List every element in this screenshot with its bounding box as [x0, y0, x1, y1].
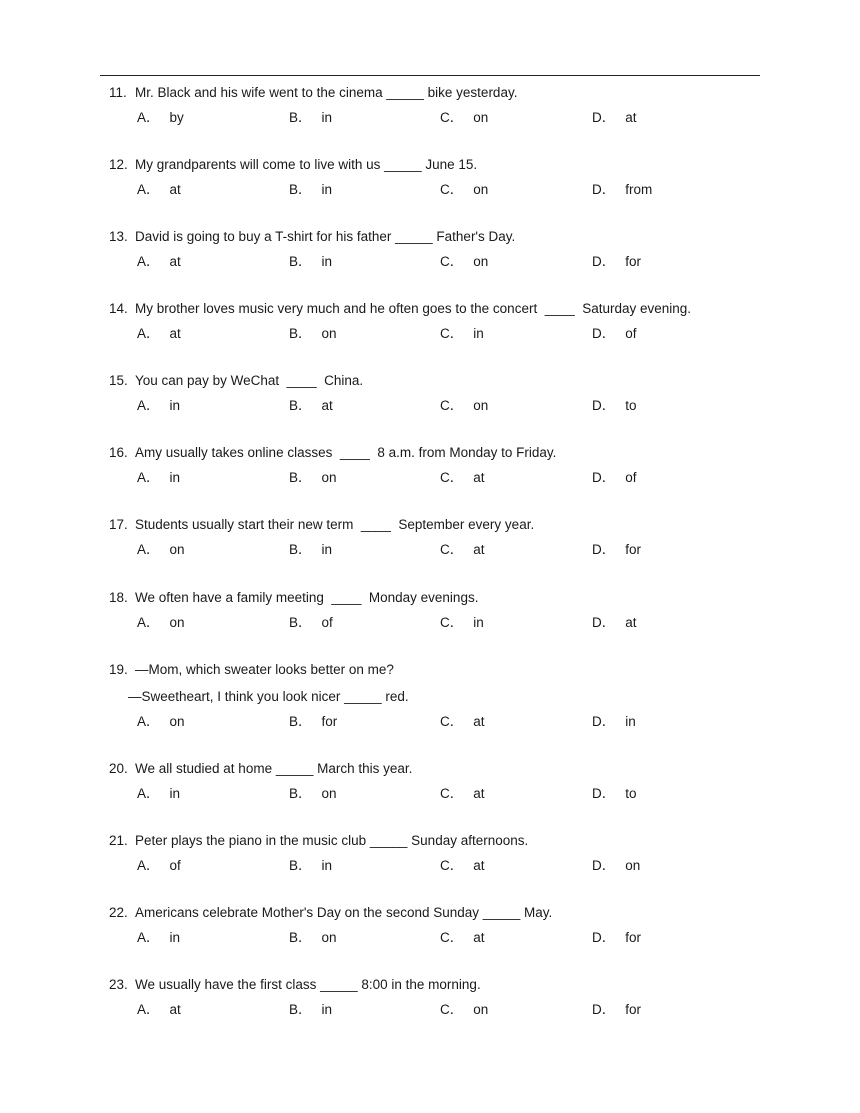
answer-option[interactable]	[137, 542, 185, 558]
option-letter: A．	[137, 542, 160, 557]
answer-option[interactable]	[592, 182, 652, 198]
question-stem	[109, 301, 691, 317]
option-text: for	[625, 930, 642, 945]
option-text: in	[473, 615, 484, 630]
answer-option[interactable]	[440, 398, 488, 414]
option-text: in	[169, 930, 181, 945]
answer-option[interactable]	[289, 1002, 332, 1018]
answer-option[interactable]	[137, 398, 180, 414]
option-letter: A．	[137, 930, 160, 945]
option-text: in	[321, 858, 333, 873]
question-stem	[109, 761, 412, 777]
option-text: on	[169, 542, 185, 557]
option-letter: B．	[289, 182, 312, 197]
question-text: We usually have the first class _____ 8:00 in the morning.	[135, 977, 481, 992]
question-text: Students usually start their new term ____ September every year.	[135, 517, 535, 532]
option-letter: C．	[440, 470, 464, 485]
option-text: of	[169, 858, 181, 873]
question-stem	[109, 157, 477, 173]
answer-option[interactable]	[440, 858, 485, 874]
option-text: at	[321, 398, 333, 413]
answer-option[interactable]	[289, 714, 337, 730]
question-text: Amy usually takes online classes ____ 8 a.m. from Monday to Friday.	[135, 445, 557, 460]
option-text: of	[625, 326, 637, 341]
answer-option[interactable]	[137, 326, 181, 342]
answer-option[interactable]	[137, 615, 185, 631]
option-letter: C．	[440, 182, 464, 197]
option-letter: B．	[289, 786, 312, 801]
answer-option[interactable]	[289, 786, 337, 802]
option-letter: B．	[289, 470, 312, 485]
option-letter: A．	[137, 110, 160, 125]
option-letter: B．	[289, 1002, 312, 1017]
option-text: in	[473, 326, 484, 341]
answer-option[interactable]	[440, 1002, 488, 1018]
option-text: to	[625, 398, 637, 413]
answer-option[interactable]	[592, 786, 637, 802]
header-rule	[100, 75, 760, 76]
answer-option[interactable]	[592, 398, 637, 414]
option-letter: A．	[137, 182, 160, 197]
question-text: Mr. Black and his wife went to the cinema _____ bike yesterday.	[135, 85, 518, 100]
option-text: at	[473, 786, 485, 801]
option-text: for	[625, 1002, 642, 1017]
option-text: for	[625, 542, 642, 557]
option-text: at	[473, 542, 485, 557]
answer-option[interactable]	[592, 542, 641, 558]
answer-option[interactable]	[289, 110, 332, 126]
question-number: 17.	[109, 517, 128, 532]
option-text: at	[169, 326, 181, 341]
question-number: 19.	[109, 662, 128, 677]
answer-option[interactable]	[440, 786, 485, 802]
option-letter: B．	[289, 542, 312, 557]
option-letter: B．	[289, 326, 312, 341]
option-letter: A．	[137, 254, 160, 269]
answer-option[interactable]	[289, 615, 333, 631]
question-stem	[109, 905, 552, 921]
option-text: on	[169, 615, 185, 630]
option-text: on	[473, 110, 489, 125]
option-letter: D．	[592, 326, 616, 341]
option-letter: C．	[440, 254, 464, 269]
answer-option[interactable]	[289, 858, 332, 874]
question-number: 23.	[109, 977, 128, 992]
question-number: 15.	[109, 373, 128, 388]
option-text: by	[169, 110, 184, 125]
answer-option[interactable]	[440, 470, 485, 486]
question-text: You can pay by WeChat ____ China.	[135, 373, 364, 388]
option-text: on	[321, 786, 337, 801]
question-number: 20.	[109, 761, 128, 776]
answer-option[interactable]	[289, 182, 332, 198]
question-number: 21.	[109, 833, 128, 848]
question-stem	[109, 373, 363, 389]
option-text: on	[473, 254, 489, 269]
question-number: 13.	[109, 229, 128, 244]
option-letter: C．	[440, 786, 464, 801]
answer-option[interactable]	[137, 470, 180, 486]
answer-option[interactable]	[137, 714, 185, 730]
answer-option[interactable]	[137, 858, 181, 874]
option-letter: A．	[137, 398, 160, 413]
answer-option[interactable]	[592, 858, 640, 874]
option-text: in	[169, 470, 181, 485]
option-letter: D．	[592, 930, 616, 945]
option-text: for	[625, 254, 642, 269]
option-text: at	[169, 254, 181, 269]
answer-option[interactable]	[440, 254, 488, 270]
option-letter: B．	[289, 858, 312, 873]
option-letter: C．	[440, 615, 464, 630]
option-letter: D．	[592, 470, 616, 485]
option-letter: B．	[289, 254, 312, 269]
option-letter: C．	[440, 398, 464, 413]
question-stem	[109, 662, 394, 678]
option-letter: D．	[592, 542, 616, 557]
question-stem	[109, 977, 481, 993]
question-number: 11.	[109, 85, 127, 100]
option-letter: D．	[592, 714, 616, 729]
option-letter: C．	[440, 714, 464, 729]
answer-option[interactable]	[592, 714, 636, 730]
option-letter: A．	[137, 615, 160, 630]
question-stem	[109, 517, 534, 533]
answer-option[interactable]	[592, 615, 637, 631]
question-text: My grandparents will come to live with us _____ June 15.	[135, 157, 478, 172]
question-stem	[109, 590, 478, 606]
question-stem	[109, 445, 556, 461]
question-stem-continued	[128, 689, 409, 705]
question-text: Peter plays the piano in the music club _____ Sunday afternoons.	[135, 833, 529, 848]
option-text: in	[321, 182, 333, 197]
option-text: in	[169, 398, 181, 413]
answer-option[interactable]	[137, 930, 180, 946]
question-text: David is going to buy a T-shirt for his father _____ Father's Day.	[135, 229, 516, 244]
question-number: 16.	[109, 445, 128, 460]
question-text: We all studied at home _____ March this year.	[135, 761, 413, 776]
answer-option[interactable]	[440, 542, 485, 558]
answer-option[interactable]	[592, 470, 637, 486]
option-letter: A．	[137, 858, 160, 873]
question-text: —Sweetheart, I think you look nicer _____ red.	[128, 689, 409, 704]
option-text: at	[473, 470, 485, 485]
option-text: on	[473, 398, 489, 413]
option-text: of	[321, 615, 333, 630]
question-stem	[109, 833, 528, 849]
option-letter: B．	[289, 930, 312, 945]
answer-option[interactable]	[440, 714, 485, 730]
option-letter: D．	[592, 786, 616, 801]
answer-option[interactable]	[592, 1002, 641, 1018]
option-letter: A．	[137, 714, 160, 729]
option-letter: D．	[592, 1002, 616, 1017]
answer-option[interactable]	[137, 182, 181, 198]
option-letter: C．	[440, 326, 464, 341]
option-text: on	[321, 326, 337, 341]
option-text: on	[625, 858, 641, 873]
option-letter: C．	[440, 930, 464, 945]
answer-option[interactable]	[592, 110, 637, 126]
option-letter: D．	[592, 858, 616, 873]
option-letter: D．	[592, 615, 616, 630]
answer-option[interactable]	[289, 254, 332, 270]
answer-option[interactable]	[440, 615, 484, 631]
answer-option[interactable]	[289, 470, 337, 486]
option-text: in	[321, 254, 333, 269]
option-letter: D．	[592, 182, 616, 197]
question-stem	[109, 229, 515, 245]
option-letter: A．	[137, 1002, 160, 1017]
option-letter: A．	[137, 470, 160, 485]
answer-option[interactable]	[592, 326, 637, 342]
question-text: —Mom, which sweater looks better on me?	[135, 662, 394, 677]
option-text: at	[169, 182, 181, 197]
option-text: at	[473, 930, 485, 945]
answer-option[interactable]	[592, 254, 641, 270]
option-text: on	[473, 1002, 489, 1017]
answer-option[interactable]	[440, 930, 485, 946]
option-letter: D．	[592, 398, 616, 413]
answer-option[interactable]	[440, 110, 488, 126]
option-letter: A．	[137, 326, 160, 341]
option-text: for	[321, 714, 338, 729]
answer-option[interactable]	[592, 930, 641, 946]
answer-option[interactable]	[289, 542, 332, 558]
answer-option[interactable]	[137, 254, 181, 270]
question-stem	[109, 85, 517, 101]
option-text: from	[625, 182, 653, 197]
option-letter: D．	[592, 110, 616, 125]
option-text: in	[321, 1002, 333, 1017]
option-text: at	[473, 714, 485, 729]
option-text: in	[169, 786, 181, 801]
question-number: 18.	[109, 590, 128, 605]
question-text: My brother loves music very much and he often goes to the concert ____ Saturday evening.	[135, 301, 692, 316]
question-number: 14.	[109, 301, 128, 316]
answer-option[interactable]	[440, 326, 484, 342]
option-letter: C．	[440, 858, 464, 873]
option-text: in	[625, 714, 636, 729]
answer-option[interactable]	[289, 326, 337, 342]
question-number: 22.	[109, 905, 128, 920]
answer-option[interactable]	[137, 1002, 181, 1018]
option-letter: B．	[289, 615, 312, 630]
answer-option[interactable]	[137, 110, 184, 126]
option-text: at	[625, 615, 637, 630]
question-number: 12.	[109, 157, 128, 172]
option-letter: B．	[289, 110, 312, 125]
option-text: at	[625, 110, 637, 125]
option-letter: D．	[592, 254, 616, 269]
question-text: We often have a family meeting ____ Monday evenings.	[135, 590, 479, 605]
answer-option[interactable]	[137, 786, 180, 802]
option-letter: C．	[440, 110, 464, 125]
option-letter: C．	[440, 542, 464, 557]
answer-option[interactable]	[289, 398, 333, 414]
option-letter: C．	[440, 1002, 464, 1017]
option-text: on	[321, 470, 337, 485]
option-text: at	[473, 858, 485, 873]
option-letter: B．	[289, 398, 312, 413]
option-text: on	[321, 930, 337, 945]
option-text: on	[473, 182, 489, 197]
option-text: at	[169, 1002, 181, 1017]
option-text: in	[321, 542, 333, 557]
option-text: on	[169, 714, 185, 729]
answer-option[interactable]	[440, 182, 488, 198]
option-letter: A．	[137, 786, 160, 801]
question-text: Americans celebrate Mother's Day on the second Sunday _____ May.	[135, 905, 553, 920]
option-letter: B．	[289, 714, 312, 729]
option-text: in	[321, 110, 333, 125]
option-text: of	[625, 470, 637, 485]
answer-option[interactable]	[289, 930, 337, 946]
option-text: to	[625, 786, 637, 801]
